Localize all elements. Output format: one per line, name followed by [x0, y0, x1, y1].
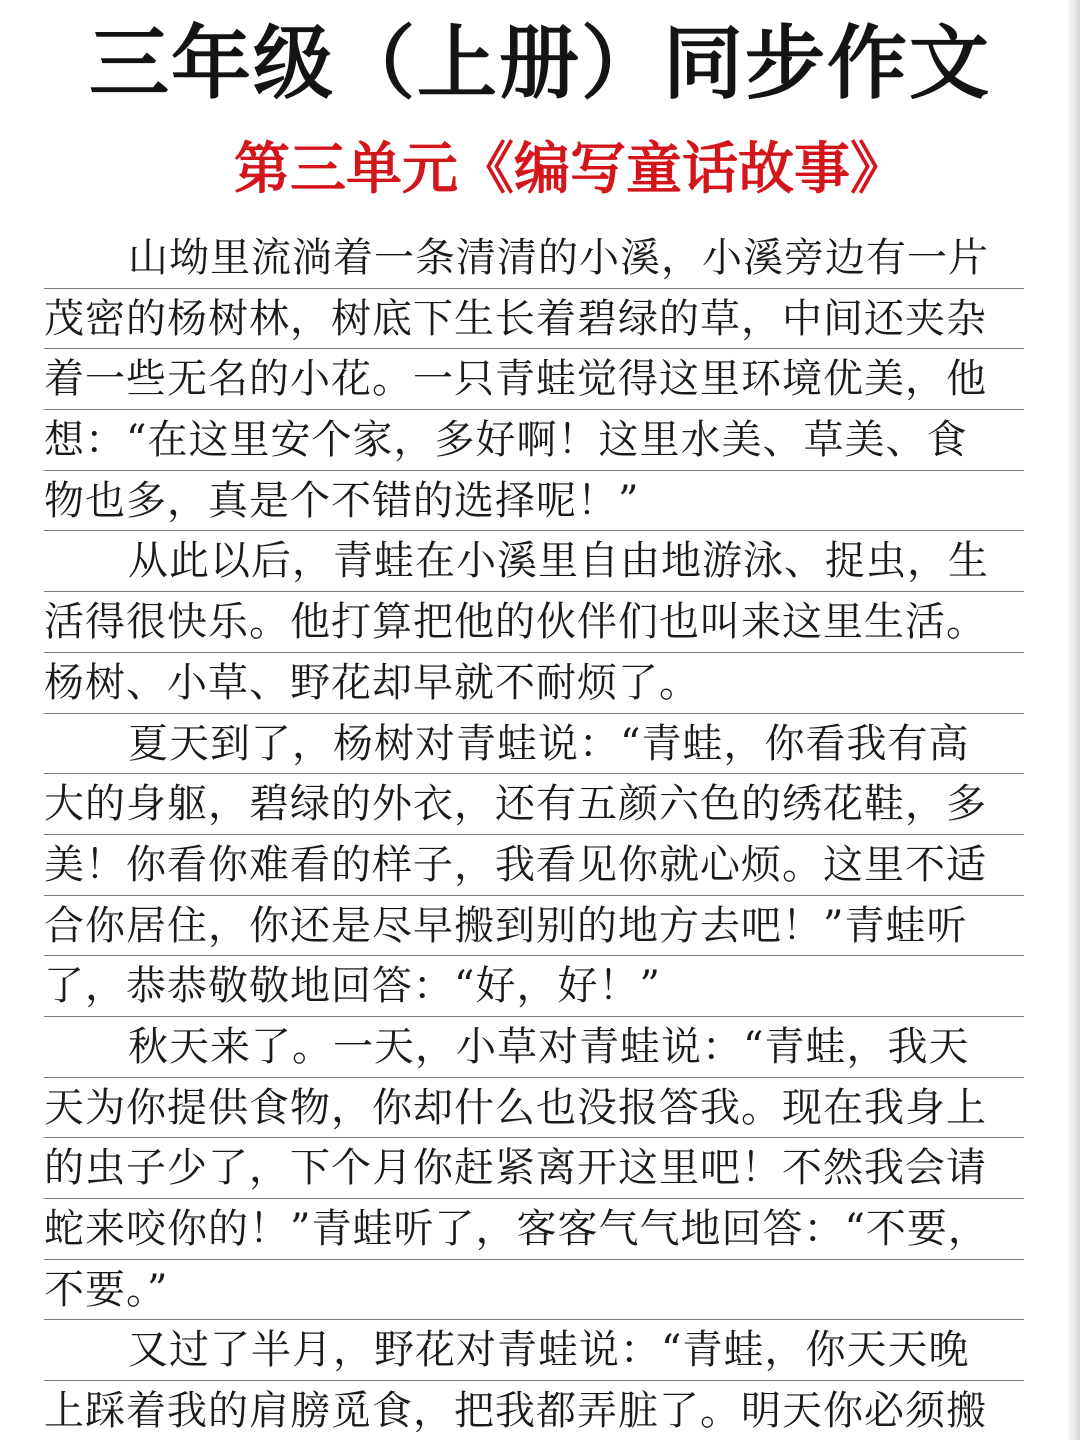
page-title: 三年级（上册）同步作文	[89, 17, 991, 110]
paper-edge-shadow	[1066, 0, 1080, 1440]
essay-line: 秋天来了。一天，小草对青蛙说：“青蛙，我天	[44, 1017, 1024, 1078]
essay-line: 茂密的杨树林，树底下生长着碧绿的草，中间还夹杂	[44, 289, 1024, 350]
subtitle-text: 第三单元《编写童话故事》	[234, 137, 906, 202]
essay-body	[44, 228, 1024, 1440]
essay-line: 物也多，真是个不错的选择呢！”	[44, 471, 1024, 532]
essay-line: 不要。”	[44, 1260, 1024, 1321]
essay-line: 美！你看你难看的样子，我看见你就心烦。这里不适	[44, 835, 1024, 896]
essay-line: 活得很快乐。他打算把他的伙伴们也叫来这里生活。	[44, 592, 1024, 653]
essay-line: 夏天到了，杨树对青蛙说：“青蛙，你看我有高	[44, 714, 1024, 775]
essay-line: 大的身躯，碧绿的外衣，还有五颜六色的绣花鞋，多	[44, 774, 1024, 835]
essay-line: 蛇来咬你的！”青蛙听了，客客气气地回答：“不要，	[44, 1199, 1024, 1260]
essay-line: 上踩着我的肩膀觅食，把我都弄脏了。明天你必须搬	[44, 1381, 1024, 1440]
essay-line: 着一些无名的小花。一只青蛙觉得这里环境优美，他	[44, 349, 1024, 410]
essay-line: 的虫子少了，下个月你赶紧离开这里吧！不然我会请	[44, 1138, 1024, 1199]
essay-line: 又过了半月，野花对青蛙说：“青蛙，你天天晚	[44, 1320, 1024, 1381]
essay-line: 从此以后，青蛙在小溪里自由地游泳、捉虫，生	[44, 531, 1024, 592]
essay-line: 杨树、小草、野花却早就不耐烦了。	[44, 653, 1024, 714]
essay-line: 想：“在这里安个家，多好啊！这里水美、草美、食	[44, 410, 1024, 471]
essay-line: 了，恭恭敬敬地回答：“好，好！”	[44, 956, 1024, 1017]
page-subtitle	[0, 130, 1080, 210]
essay-line: 山坳里流淌着一条清清的小溪，小溪旁边有一片	[44, 228, 1024, 289]
essay-line: 天为你提供食物，你却什么也没报答我。现在我身上	[44, 1078, 1024, 1139]
essay-line: 合你居住，你还是尽早搬到别的地方去吧！”青蛙听	[44, 896, 1024, 957]
